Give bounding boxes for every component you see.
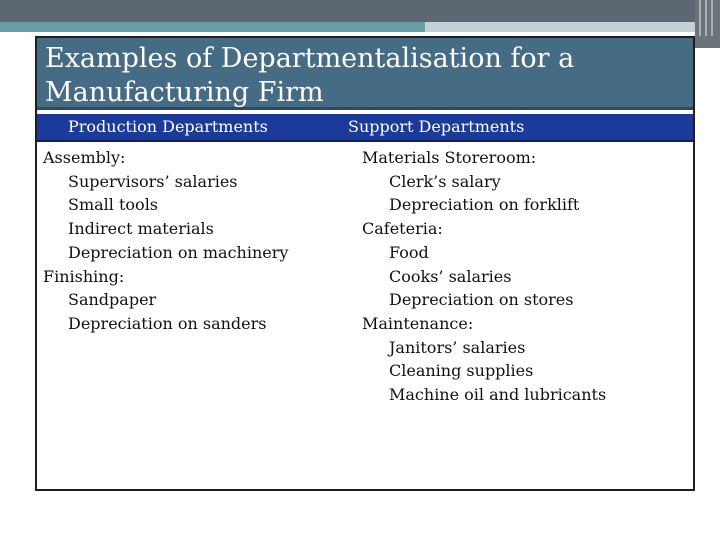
list-item: Depreciation on sanders	[68, 313, 267, 333]
list-item: Cooks’ salaries	[389, 266, 512, 286]
department-heading: Finishing:	[43, 266, 125, 286]
list-item: Depreciation on stores	[389, 290, 574, 310]
list-item: Cleaning supplies	[389, 361, 534, 381]
table-header-row	[37, 114, 693, 142]
list-item: Clerk’s salary	[389, 171, 501, 191]
department-heading: Materials Storeroom:	[362, 148, 537, 167]
support-column	[362, 146, 606, 407]
list-item: Supervisors’ salaries	[68, 171, 238, 191]
department-heading: Assembly:	[43, 148, 126, 167]
list-item: Food	[389, 242, 429, 262]
slide-title: Examples of Departmentalisation for a Manufacturing Firm	[45, 43, 575, 108]
header-support: Support Departments	[348, 117, 525, 136]
department-heading: Cafeteria:	[362, 219, 443, 239]
slide-title-box	[37, 38, 693, 110]
top-accent-band	[0, 22, 425, 32]
list-item: Depreciation on forklift	[389, 195, 580, 215]
top-decor-bar	[0, 0, 720, 22]
header-production: Production Departments	[68, 117, 268, 136]
list-item: Sandpaper	[68, 290, 157, 310]
list-item: Janitors’ salaries	[389, 337, 526, 357]
list-item: Machine oil and lubricants	[389, 385, 607, 405]
corner-decor-block	[695, 0, 720, 48]
department-heading: Maintenance:	[362, 313, 474, 333]
corner-stripe	[711, 0, 713, 36]
slide-table-frame	[35, 36, 695, 491]
production-column	[43, 146, 288, 336]
list-item: Depreciation on machinery	[68, 242, 289, 262]
corner-stripe	[699, 0, 701, 36]
list-item: Indirect materials	[68, 219, 214, 239]
corner-stripe	[705, 0, 707, 36]
list-item: Small tools	[68, 195, 159, 215]
